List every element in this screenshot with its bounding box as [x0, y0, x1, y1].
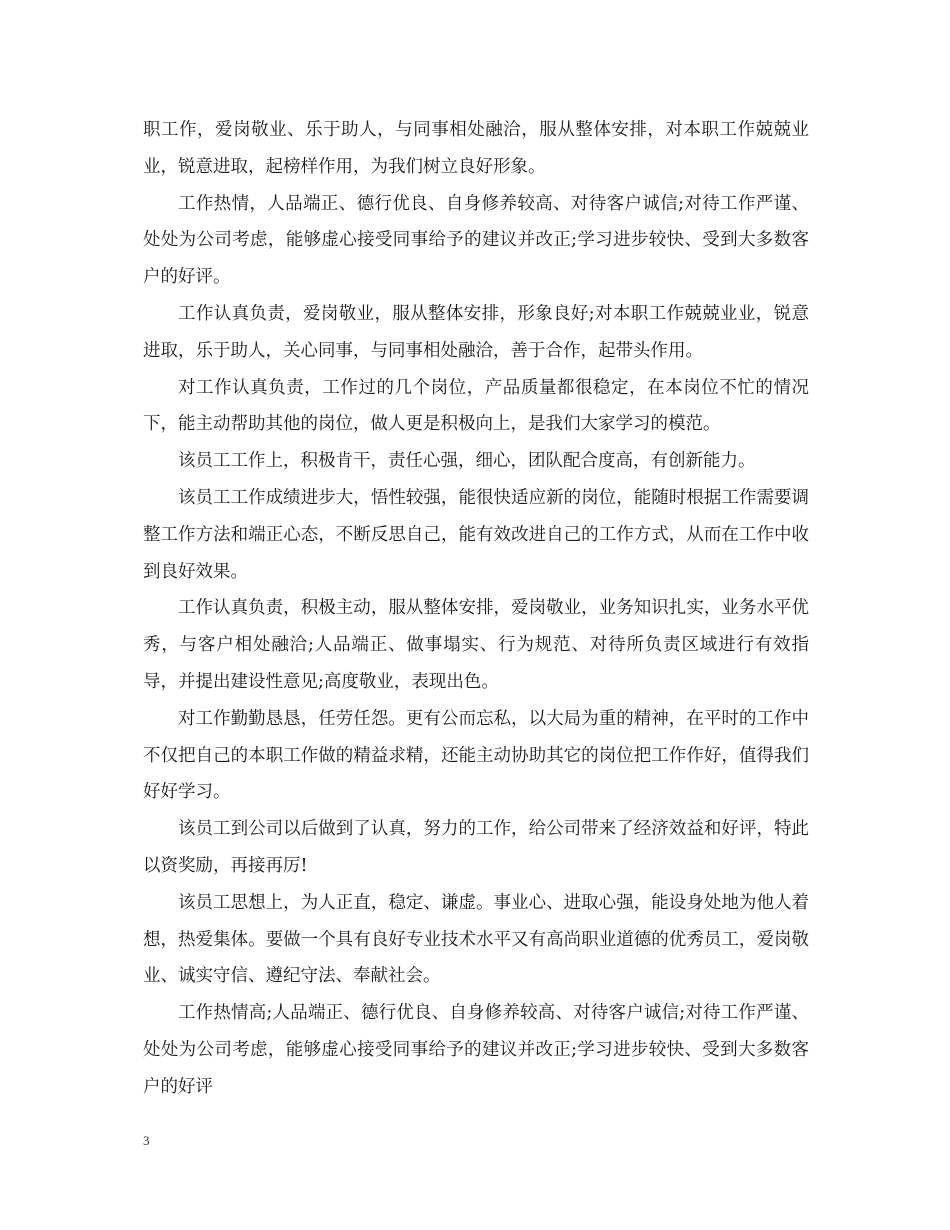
paragraph: 工作热情，人品端正、德行优良、自身修养较高、对待客户诚信;对待工作严谨、处处为公司考虑，能够虚心接受同事给予的建议并改正;学习进步较快、受到大多数客户的好评。 — [143, 193, 809, 288]
paragraph: 该员工工作成绩进步大，悟性较强，能很快适应新的岗位，能随时根据工作需要调整工作方法和端正心态，不断反思自己，能有效改进自己的工作方式，从而在工作中收到良好效果。 — [143, 487, 809, 582]
paragraph: 该员工到公司以后做到了认真，努力的工作，给公司带来了经济效益和好评，特此以资奖励，再接再厉! — [143, 819, 809, 876]
paragraph: 工作热情高;人品端正、德行优良、自身修养较高、对待客户诚信;对待工作严谨、处处为公司考虑，能够虚心接受同事给予的建议并改正;学习进步较快、受到大多数客户的好评 — [143, 1003, 809, 1097]
paragraph: 对工作勤勤恳恳，任劳任怨。更有公而忘私，以大局为重的精神，在平时的工作中不仅把自己的本职工作做的精益求精，还能主动协助其它的岗位把工作作好，值得我们好好学习。 — [143, 708, 809, 803]
paragraph: 对工作认真负责，工作过的几个岗位，产品质量都很稳定，在本岗位不忙的情况下，能主动帮助其他的岗位，做人更是积极向上，是我们大家学习的模范。 — [143, 377, 809, 435]
document-body — [143, 112, 809, 1106]
paragraph: 该员工工作上，积极肯干，责任心强，细心，团队配合度高，有创新能力。 — [178, 451, 756, 472]
paragraph-continuation: 职工作，爱岗敬业、乐于助人，与同事相处融洽，服从整体安排，对本职工作兢兢业业，锐意进取，起榜样作用，为我们树立良好形象。 — [143, 120, 809, 177]
paragraph: 工作认真负责，爱岗敬业，服从整体安排，形象良好;对本职工作兢兢业业，锐意进取，乐于助人，关心同事，与同事相处融洽，善于合作，起带头作用。 — [143, 303, 809, 361]
paragraph: 该员工思想上，为人正直，稳定、谦虚。事业心、进取心强，能设身处地为他人着想，热爱集体。要做一个具有良好专业技术水平又有高尚职业道德的优秀员工，爱岗敬业、诚实守信、遵纪守法、奉献社会。 — [143, 892, 809, 987]
page-number: 3 — [143, 1133, 150, 1148]
paragraph: 工作认真负责，积极主动，服从整体安排，爱岗敬业，业务知识扎实，业务水平优秀，与客户相处融洽;人品端正、做事塌实、行为规范、对待所负责区域进行有效指导，并提出建设性意见;高度敬业，表现出色。 — [143, 598, 809, 692]
